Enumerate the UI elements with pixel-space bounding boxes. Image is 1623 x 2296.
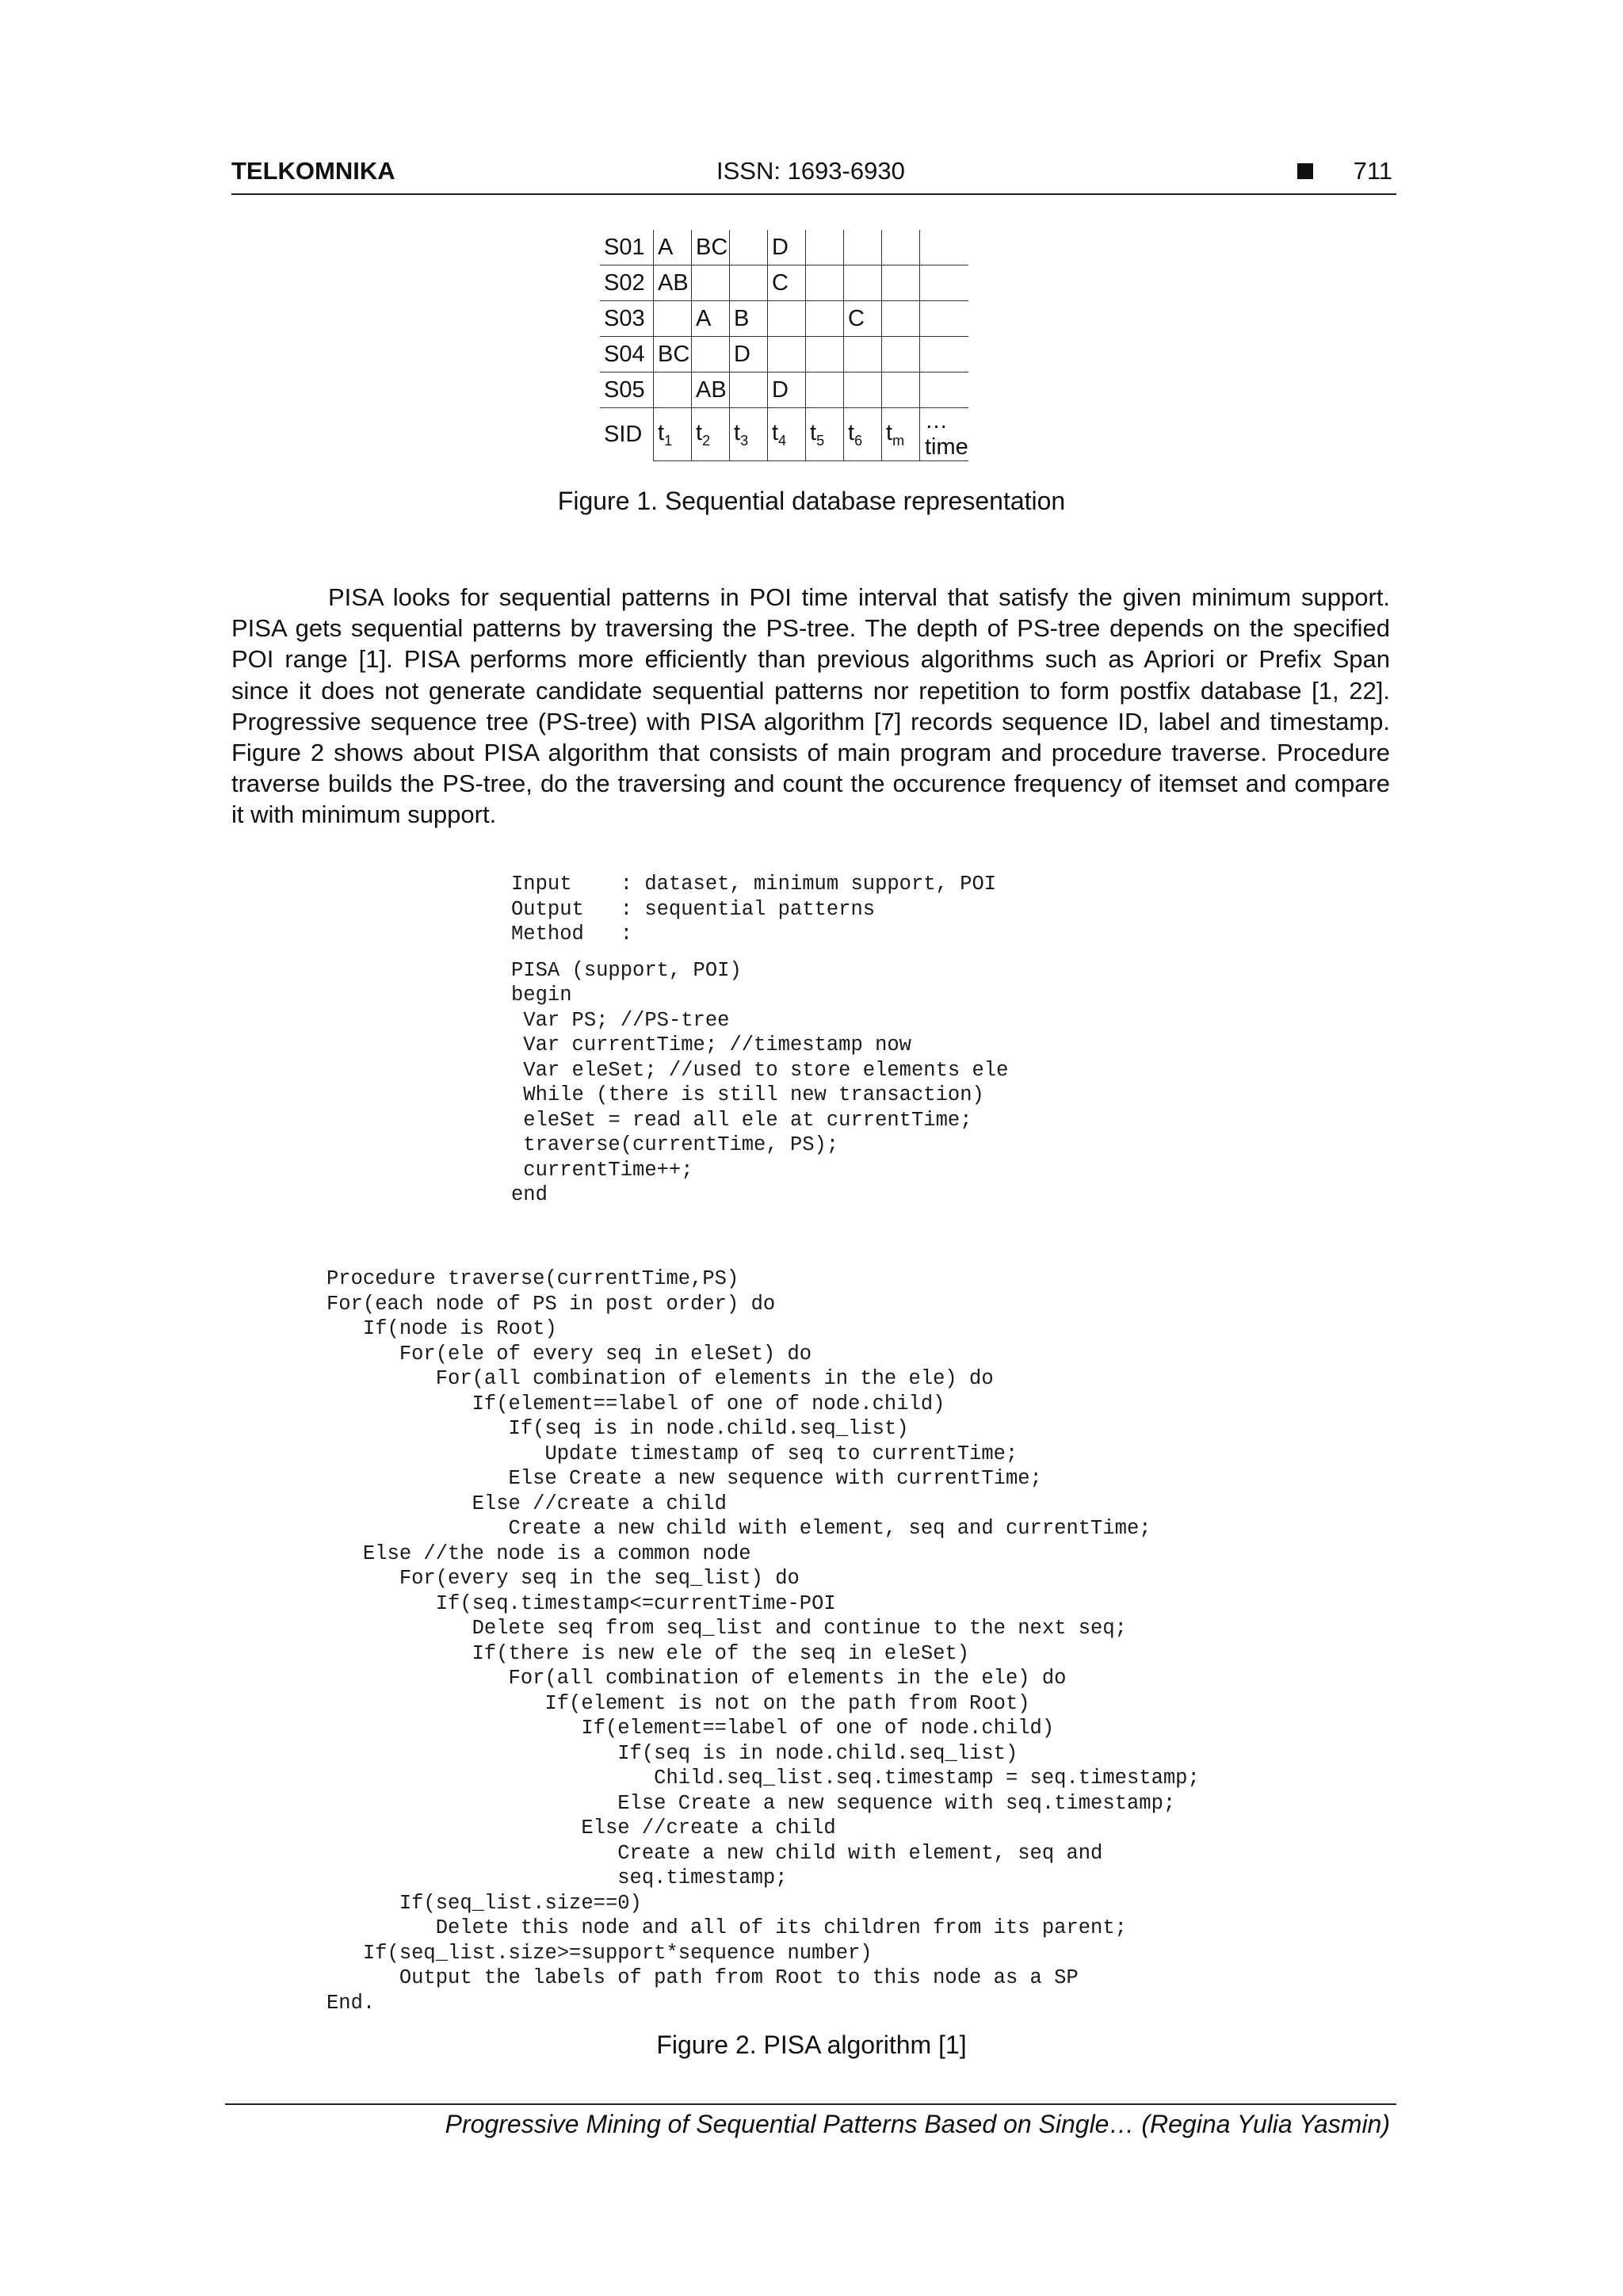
time-label [654,408,692,461]
table-cell: C [768,266,806,301]
code-line: For(ele of every seq in eleSet) do [327,1342,812,1366]
table-cell: D [730,337,768,372]
code-line: For(each node of PS in post order) do [327,1292,776,1316]
table-cell [654,372,692,408]
time-label [692,408,730,461]
time-subscript: 6 [854,432,863,449]
code-line: If(element is not on the path from Root) [327,1691,1030,1715]
code-line: While (there is still new transaction) [511,1083,984,1106]
time-letter: t [696,419,703,445]
sid-cell: S05 [600,372,654,408]
journal-name: TELKOMNIKA [231,157,395,185]
code-line: Method : [511,923,633,946]
code-line: Else Create a new sequence with currentTime; [327,1467,1042,1490]
time-subscript: m [892,432,905,449]
time-letter: t [734,419,741,445]
table-cell [920,372,968,408]
code-line: For(every seq in the seq_list) do [327,1567,800,1590]
code-line: Var eleSet; //used to store elements ele [511,1058,1009,1082]
table-cell [844,337,882,372]
time-label [806,408,844,461]
code-line: Var currentTime; //timestamp now [511,1033,911,1056]
code-line [511,947,1008,958]
table-cell [806,337,844,372]
table-cell [882,230,920,266]
code-line: If(seq is in node.child.seq_list) [327,1417,909,1440]
code-line: Create a new child with element, seq and [327,1841,1103,1865]
time-subscript: 3 [740,432,749,449]
code-line: Update timestamp of seq to currentTime; [327,1442,1018,1465]
code-line: Else //create a child [327,1817,836,1839]
table-cell: D [768,372,806,408]
table-cell: AB [692,372,730,408]
code-line: Child.seq_list.seq.timestamp = seq.timestamp; [327,1767,1200,1790]
code-line: For(all combination of elements in the ele) do [327,1367,994,1390]
time-letter: t [772,419,779,445]
code-line: Delete seq from seq_list and continue to the next seq; [327,1617,1127,1640]
table-row [600,230,968,266]
sid-cell: S01 [600,230,654,266]
code-line: Output the labels of path from Root to this node as a SP [327,1966,1079,1989]
table-cell [882,372,920,408]
table-cell [844,372,882,408]
code-line: If(seq_list.size>=support*sequence number) [327,1941,873,1965]
page-footer [225,2103,1396,2138]
table-cell [882,337,920,372]
table-cell [654,301,692,337]
code-line: For(all combination of elements in the ele) do [327,1667,1067,1690]
algorithm-procedure-listing [327,1266,1200,2015]
time-subscript: 1 [664,432,673,449]
sequence-database-table [600,230,968,461]
code-line: PISA (support, POI) [511,958,742,982]
code-line: If(there is new ele of the seq in eleSet) [327,1641,970,1665]
code-line: Input : dataset, minimum support, POI [511,873,997,896]
figure1-caption: Figure 1. Sequential database representation [557,487,1066,515]
code-line: currentTime++; [511,1158,693,1182]
page-header [231,155,1396,195]
code-line: If(element==label of one of node.child) [327,1717,1055,1740]
table-cell [730,266,768,301]
table-row [600,266,968,301]
table-cell [882,266,920,301]
time-subscript: 5 [816,432,825,449]
code-line: Create a new child with element, seq and currentTime; [327,1517,1151,1540]
code-line: If(seq.timestamp<=currentTime-POI [327,1591,836,1615]
table-cell: BC [654,337,692,372]
sid-cell: S02 [600,266,654,301]
table-cell [844,266,882,301]
table-cell [882,301,920,337]
code-line: Else //the node is a common node [327,1541,751,1565]
table-cell [920,230,968,266]
table-cell: C [844,301,882,337]
table-cell: A [692,301,730,337]
table-cell [844,230,882,266]
table-cell [806,266,844,301]
algorithm-main-listing [511,872,1008,1208]
sid-cell: S03 [600,301,654,337]
table-cell [768,337,806,372]
time-label [768,408,806,461]
table-cell [692,337,730,372]
table-cell [692,266,730,301]
code-line: begin [511,984,572,1007]
code-line: eleSet = read all ele at currentTime; [511,1108,972,1132]
table-cell: B [730,301,768,337]
table-cell [768,301,806,337]
table-cell: AB [654,266,692,301]
time-subscript: 2 [702,432,711,449]
time-subscript: 4 [778,432,787,449]
table-cell: A [654,230,692,266]
time-label [844,408,882,461]
table-cell [806,301,844,337]
code-line: End. [327,1991,376,2015]
code-line: Else //create a child [327,1492,727,1515]
issn: ISSN: 1693-6930 [716,157,905,185]
code-line: end [511,1183,548,1206]
table-cell [920,266,968,301]
code-line: Var PS; //PS-tree [511,1008,730,1032]
time-tail-label: …time [920,408,968,461]
table-cell [920,301,968,337]
table-cell [806,230,844,266]
table-cell [730,230,768,266]
body-text [231,582,1390,831]
paragraph: PISA looks for sequential patterns in POI time interval that satisfy the given minimum support. PISA gets sequential patterns by traversing the PS-tree. The depth of PS-tree depends on the specified POI range [1]. PISA performs more efficiently than previous algorithms such as Apriori or Prefix Span since it does not generate candidate sequential patterns nor repetition to form postfix database [1, 22]. Progressive sequence tree (PS-tree) with PISA algorithm [7] records sequence ID, label and timestamp. Figure 2 shows about PISA algorithm that consists of main program and procedure traverse. Procedure traverse builds the PS-tree, do the traversing and count the occurence frequency of itemset and compare it with minimum support. [231,583,1390,829]
table-row [600,372,968,408]
table-cell [806,372,844,408]
code-line: If(seq_list.size==0) [327,1891,642,1915]
code-line: Delete this node and all of its children from its parent; [327,1916,1127,1939]
code-line: If(node is Root) [327,1317,557,1340]
time-label [730,408,768,461]
code-line: traverse(currentTime, PS); [511,1133,839,1156]
sid-header: SID [600,408,654,461]
time-letter: t [886,419,893,445]
code-line: Output : sequential patterns [511,897,876,921]
time-letter: t [658,419,665,445]
sid-cell: S04 [600,337,654,372]
code-line: seq.timestamp; [327,1866,788,1889]
time-letter: t [810,419,817,445]
code-line: If(seq is in node.child.seq_list) [327,1741,1018,1765]
code-line: Else Create a new sequence with seq.timestamp; [327,1791,1176,1815]
time-letter: t [848,419,855,445]
table-row [600,337,968,372]
table-cell: BC [692,230,730,266]
table-row [600,301,968,337]
figure2-caption: Figure 2. PISA algorithm [1] [656,2030,967,2059]
code-line: If(element==label of one of node.child) [327,1392,945,1415]
footer-text: Progressive Mining of Sequential Patterns Based on Single… (Regina Yulia Yasmin) [445,2110,1390,2138]
square-bullet-icon [1297,163,1313,179]
page-number: 711 [1353,157,1392,185]
code-line: Procedure traverse(currentTime,PS) [327,1267,739,1290]
time-axis-row [600,408,968,461]
table-cell [920,337,968,372]
table-cell: D [768,230,806,266]
time-label [882,408,920,461]
table-cell [730,372,768,408]
